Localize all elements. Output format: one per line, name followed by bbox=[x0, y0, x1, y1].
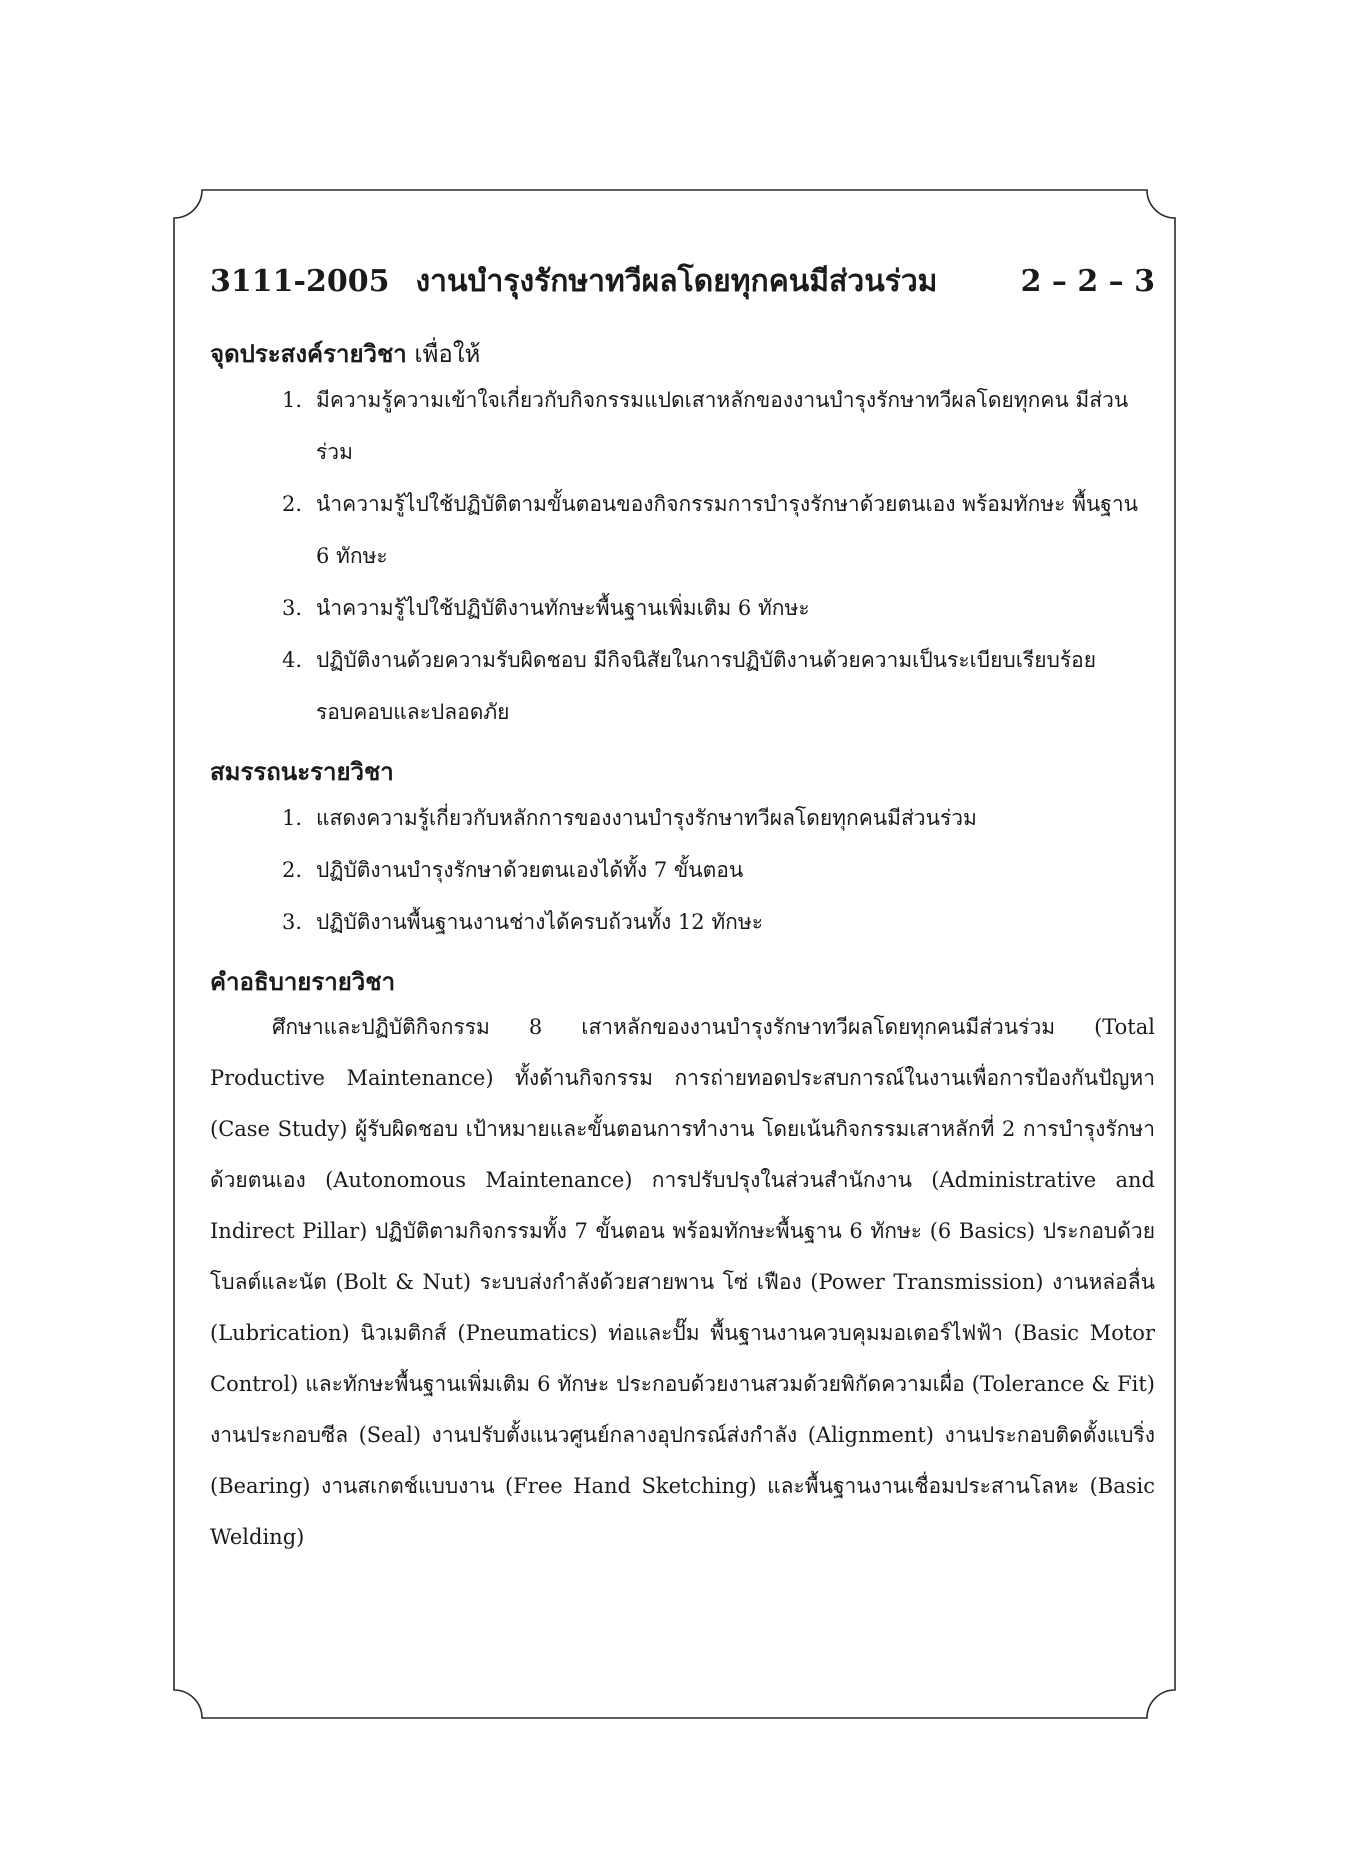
objective-item bbox=[210, 634, 1155, 738]
competency-text: ปฏิบัติงานพื้นฐานงานช่างได้ครบถ้วนทั้ง 12 ทักษะ bbox=[316, 910, 763, 934]
competency-number: 1. bbox=[282, 806, 303, 830]
objectives-heading bbox=[210, 334, 1155, 374]
competency-item bbox=[210, 896, 1155, 948]
course-credits: 2 – 2 – 3 bbox=[1020, 264, 1155, 299]
competency-text: ปฏิบัติงานบำรุงรักษาด้วยตนเองได้ทั้ง 7 ขั้นตอน bbox=[316, 858, 744, 882]
course-content bbox=[210, 258, 1155, 1563]
objective-number: 2. bbox=[282, 492, 303, 516]
competency-number: 3. bbox=[282, 910, 303, 934]
course-code: 3111-2005 bbox=[210, 264, 390, 299]
objective-item bbox=[210, 478, 1155, 582]
competencies-heading: สมรรถนะรายวิชา bbox=[210, 757, 394, 786]
description-heading: คำอธิบายรายวิชา bbox=[210, 967, 396, 996]
course-header bbox=[210, 258, 1155, 314]
objective-text: มีความรู้ความเข้าใจเกี่ยวกับกิจกรรมแปดเสาหลักของงานบำรุงรักษาทวีผลโดยทุกคน มีส่วนร่วม bbox=[316, 388, 1129, 464]
objective-text: นำความรู้ไปใช้ปฏิบัติตามขั้นตอนของกิจกรรมการบำรุงรักษาด้วยตนเอง พร้อมทักษะ พื้นฐาน 6 ทักษะ bbox=[316, 492, 1139, 568]
course-title: งานบำรุงรักษาทวีผลโดยทุกคนมีส่วนร่วม bbox=[415, 264, 938, 299]
competency-item bbox=[210, 792, 1155, 844]
course-header-left bbox=[210, 258, 937, 305]
objective-text: ปฏิบัติงานด้วยความรับผิดชอบ มีกิจนิสัยในการปฏิบัติงานด้วยความเป็นระเบียบเรียบร้อย รอบคอบและปลอดภัย bbox=[316, 648, 1097, 724]
objectives-heading-label: จุดประสงค์รายวิชา bbox=[210, 339, 407, 368]
objective-number: 3. bbox=[282, 596, 303, 620]
objective-number: 1. bbox=[282, 388, 303, 412]
objective-item bbox=[210, 374, 1155, 478]
competencies-list bbox=[210, 792, 1155, 948]
description-text: ศึกษาและปฏิบัติกิจกรรม 8 เสาหลักของงานบำรุงรักษาทวีผลโดยทุกคนมีส่วนร่วม (Total Productive Maintenance) ทั้งด้านกิจกรรม การถ่ายทอดประสบการณ์ในงานเพื่อการป้องกันปัญหา (Case Study) ผู้รับผิดชอบ เป้าหมายและขั้นตอนการทำงาน โดยเน้นกิจกรรมเสาหลักที่ 2 การบำรุงรักษาด้วยตนเอง (Autonomous Maintenance) การปรับปรุงในส่วนสำนักงาน (Administrative and Indirect Pillar) ปฏิบัติตามกิจกรรมทั้ง 7 ขั้นตอน พร้อมทักษะพื้นฐาน 6 ทักษะ (6 Basics) ประกอบด้วย โบลต์และนัต (Bolt & Nut) ระบบส่งกำลังด้วยสายพาน โซ่ เฟือง (Power Transmission) งานหล่อลื่น (Lubrication) นิวเมติกส์ (Pneumatics) ท่อและปั๊ม พื้นฐานงานควบคุมมอเตอร์ไฟฟ้า (Basic Motor Control) และทักษะพื้นฐานเพิ่มเติม 6 ทักษะ ประกอบด้วยงานสวมด้วยพิกัดความเผื่อ (Tolerance & Fit) งานประกอบซีล (Seal) งานปรับตั้งแนวศูนย์กลางอุปกรณ์ส่งกำลัง (Alignment) งานประกอบติดตั้งแบริ่ง (Bearing) งานสเกตช์แบบงาน (Free Hand Sketching) และพื้นฐานงานเชื่อมประสานโลหะ (Basic Welding) bbox=[210, 1015, 1155, 1549]
objectives-list bbox=[210, 374, 1155, 738]
objective-item bbox=[210, 582, 1155, 634]
competency-item bbox=[210, 844, 1155, 896]
competency-text: แสดงความรู้เกี่ยวกับหลักการของงานบำรุงรักษาทวีผลโดยทุกคนมีส่วนร่วม bbox=[316, 806, 977, 830]
competency-number: 2. bbox=[282, 858, 303, 882]
objective-text: นำความรู้ไปใช้ปฏิบัติงานทักษะพื้นฐานเพิ่มเติม 6 ทักษะ bbox=[316, 596, 810, 620]
objective-number: 4. bbox=[282, 648, 303, 672]
objectives-heading-tail: เพื่อให้ bbox=[406, 340, 481, 368]
